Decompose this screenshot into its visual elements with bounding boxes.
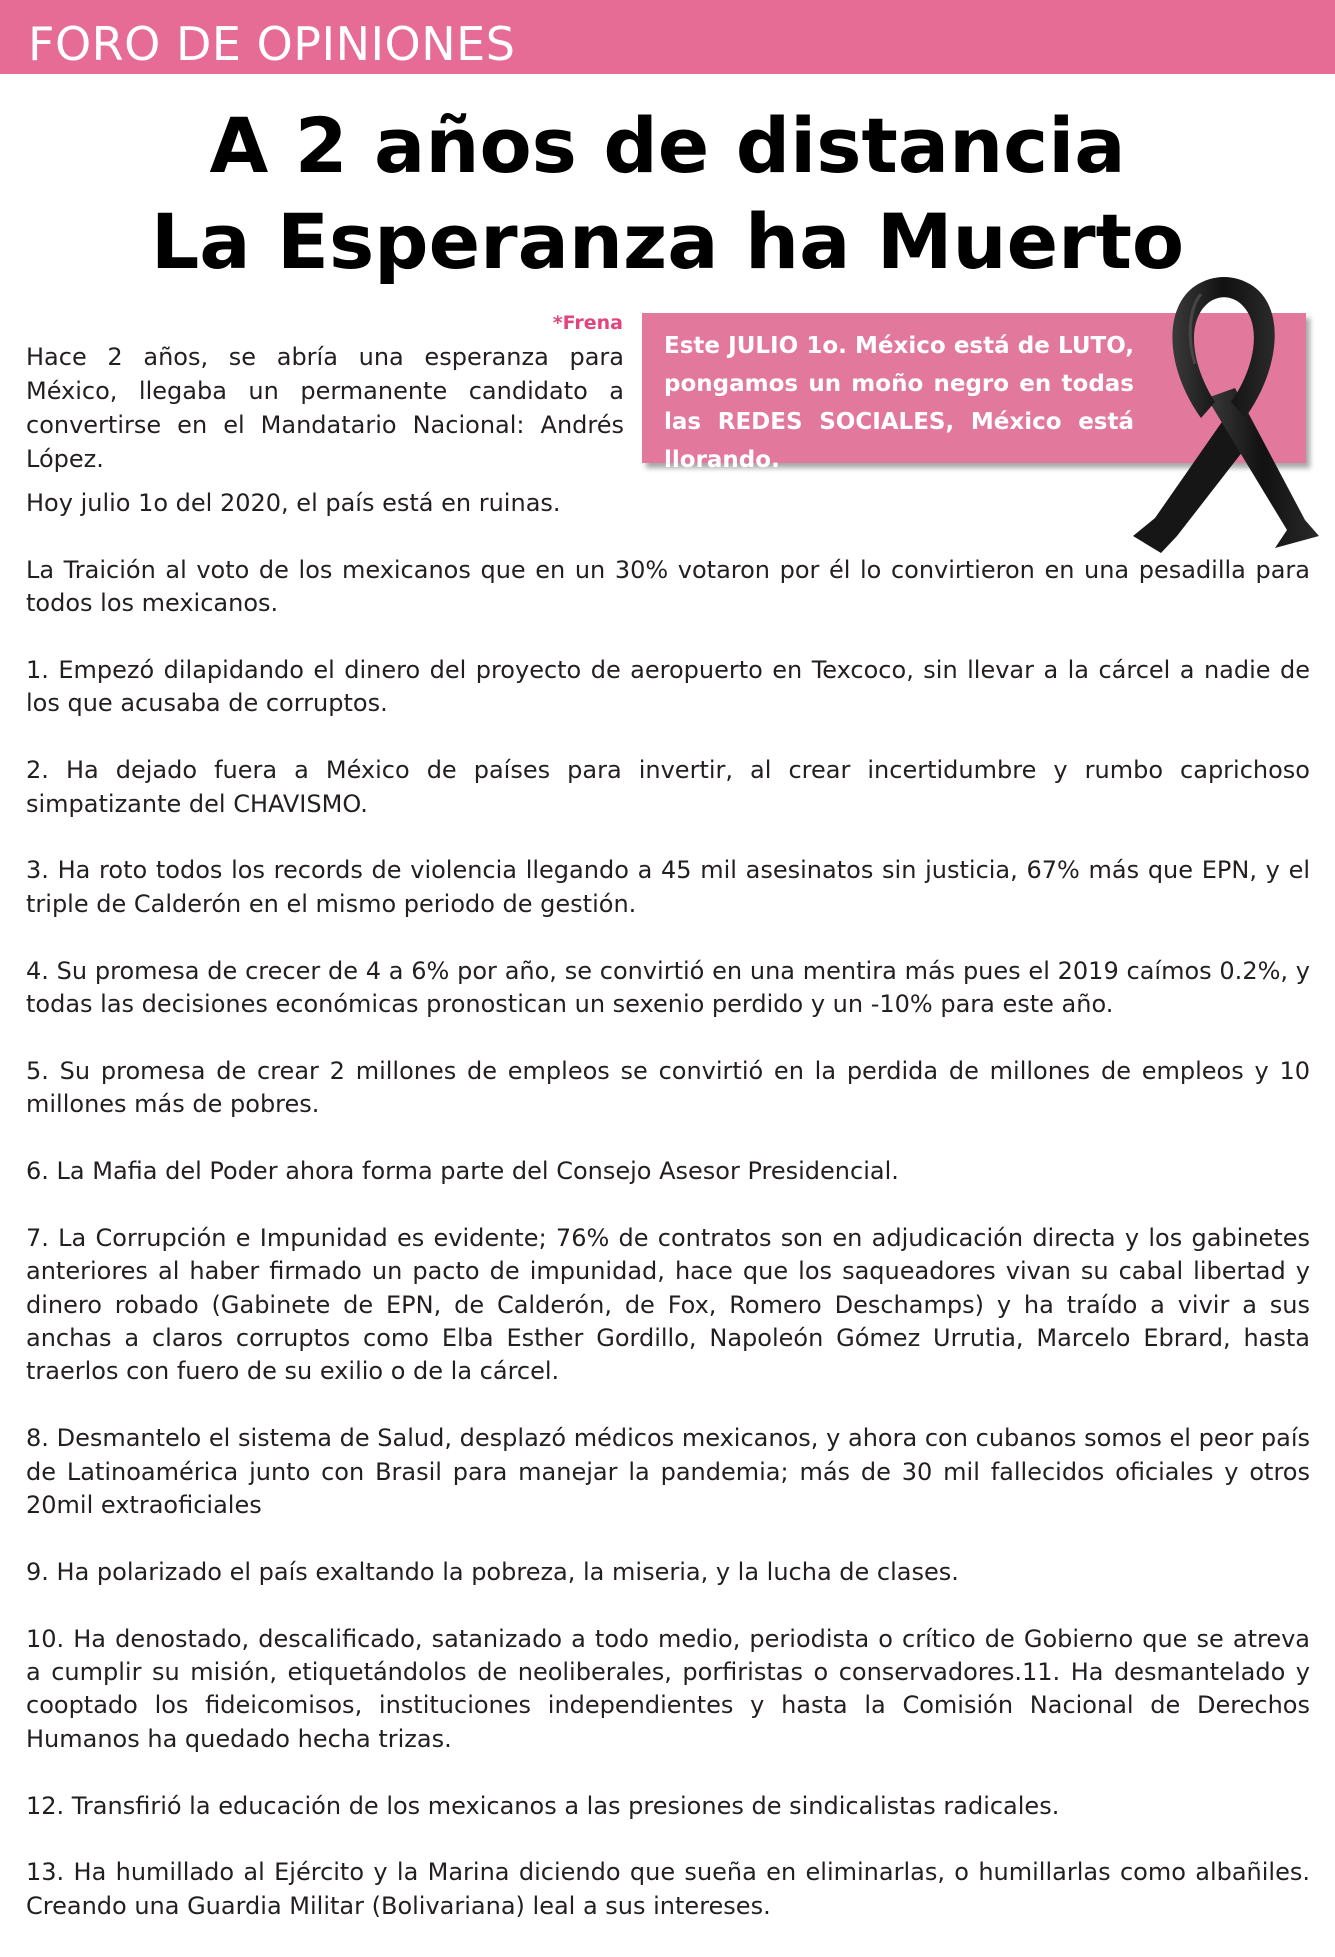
body-paragraph: 9. Ha polarizado el país exaltando la pobreza, la miseria, y la lucha de clases. — [26, 1557, 959, 1586]
intro-paragraph: Hace 2 años, se abría una esperanza para México, llegaba un permanente candidato a convertirse en el Mandatario Nacional: Andrés López. — [26, 343, 624, 473]
callout-text: Este JULIO 1o. México está de LUTO, pongamos un moño negro en todas las REDES SOCIALES, México está llorando. — [664, 333, 1134, 473]
body-paragraph: 12. Transfirió la educación de los mexicanos a las presiones de sindicalistas radicales. — [26, 1791, 1060, 1820]
headline — [0, 98, 1335, 290]
section-header-band — [0, 0, 1335, 74]
author-byline: *Frena — [552, 312, 623, 334]
body-paragraph: 6. La Mafia del Poder ahora forma parte del Consejo Asesor Presidencial. — [26, 1157, 899, 1186]
body-paragraph: 5. Su promesa de crear 2 millones de empleos se convirtió en la perdida de millones de empleos y 10 millones más de pobres. — [26, 1056, 1310, 1119]
body-paragraph: 1. Empezó dilapidando el dinero del proyecto de aeropuerto en Texcoco, sin llevar a la cárcel a nadie de los que acusaba de corruptos. — [26, 656, 1310, 718]
body-paragraph: 10. Ha denostado, descalificado, satanizado a todo medio, periodista o crítico de Gobierno que se atreva a cumplir su misión, etiquetándolos de neoliberales, porfiristas o conservadores.11. Ha desmantelado y cooptado los fideicomisos, instituciones independientes y hasta la Comisión Nacional de Derechos Humanos ha quedado hecha trizas. — [26, 1624, 1310, 1753]
body-paragraph: Hoy julio 1o del 2020, el país está en ruinas. — [26, 489, 561, 517]
headline-line-1: A 2 años de distancia — [209, 101, 1126, 190]
body-paragraph: 7. La Corrupción e Impunidad es evidente; 76% de contratos son en adjudicación directa y los gabinetes anteriores al haber firmado un pacto de impunidad, hace que los saqueadores vivan su cabal libertad y dinero robado (Gabinete de EPN, de Calderón, de Fox, Romero Deschamps) y ha traído a vivir a sus anchas a claros corruptos como Elba Esther Gordillo, Napoleón Gómez Urrutia, Marcelo Ebrard, hasta traerlos con fuero de su exilio o de la cárcel. — [26, 1223, 1310, 1386]
body-paragraph: 3. Ha roto todos los records de violencia llegando a 45 mil asesinatos sin justicia, 67% más que EPN, y el triple de Calderón en el mismo periodo de gestión. — [26, 856, 1310, 918]
section-label: FORO DE OPINIONES — [28, 17, 516, 71]
body-paragraph: 8. Desmantelo el sistema de Salud, desplazó médicos mexicanos, y ahora con cubanos somos el peor país de Latinoamérica junto con Brasil para manejar la pandemia; más de 30 mil fallecidos oficiales y otros 20mil extraoficiales — [26, 1424, 1310, 1520]
article-body — [26, 487, 1310, 1957]
body-paragraph: 13. Ha humillado al Ejército y la Marina diciendo que sueña en eliminarlas, o humillarlas como albañiles. Creando una Guardia Militar (Bolivariana) leal a sus intereses. — [26, 1858, 1310, 1920]
body-paragraph: 4. Su promesa de crecer de 4 a 6% por año, se convirtió en una mentira más pues el 2019 caímos 0.2%, y todas las decisiones económicas pronostican un sexenio perdido y un -10% para este año. — [26, 956, 1310, 1019]
body-paragraph: La Traición al voto de los mexicanos que en un 30% votaron por él lo convirtieron en una pesadilla para todos los mexicanos. — [26, 555, 1310, 618]
body-paragraph: 2. Ha dejado fuera a México de países para invertir, al crear incertidumbre y rumbo caprichoso simpatizante del CHAVISMO. — [26, 756, 1310, 818]
headline-line-2: La Esperanza ha Muerto — [150, 197, 1185, 286]
